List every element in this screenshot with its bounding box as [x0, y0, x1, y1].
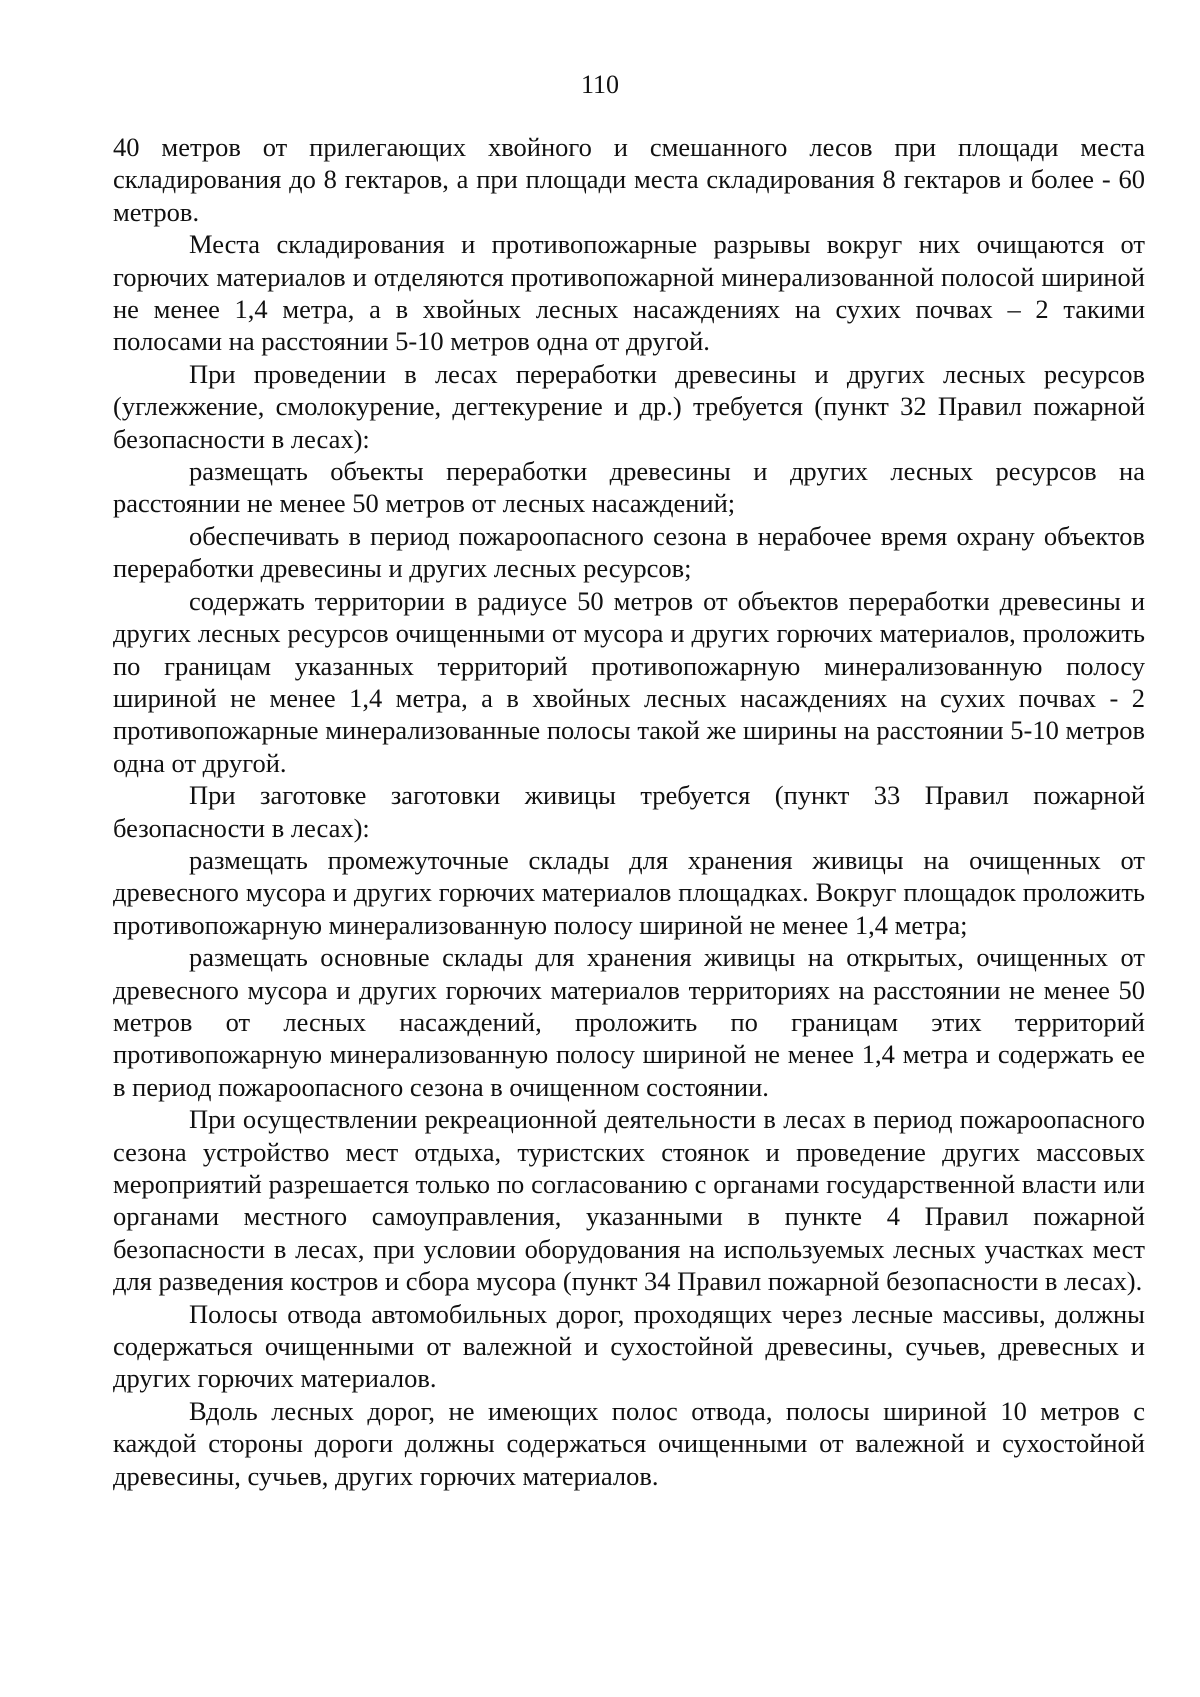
paragraph: Полосы отвода автомобильных дорог, проходящих через лесные массивы, должны содержаться очищенными от валежной и сухостойной древесины, сучьев, древесных и других горючих материалов.	[113, 1298, 1145, 1394]
document-body	[113, 131, 1145, 1492]
paragraph: При заготовке заготовки живицы требуется (пункт 33 Правил пожарной безопасности в лесах):	[113, 780, 1145, 843]
list-paragraph: содержать территории в радиусе 50 метров от объектов переработки древесины и других лесных ресурсов очищенными от мусора и других горючих материалов, проложить по границам указанных территорий противопожарную минерализованную полосу шириной не менее 1,4 метра, а в хвойных лесных насаждениях на сухих почвах - 2 противопожарные минерализованные полосы такой же ширины на расстоянии 5-10 метров одна от другой.	[113, 585, 1145, 778]
list-paragraph: размещать основные склады для хранения живицы на открытых, очищенных от древесного мусора и других горючих материалов территориях на расстоянии не менее 50 метров от лесных насаждений, проложить по границам этих территорий противопожарную минерализованную полосу шириной не менее 1,4 метра и содержать ее в период пожароопасного сезона в очищенном состоянии.	[113, 942, 1145, 1102]
list-paragraph: размещать промежуточные склады для хранения живицы на очищенных от древесного мусора и других горючих материалов площадках. Вокруг площадок проложить противопожарную минерализованную полосу шириной не менее 1,4 метра;	[113, 844, 1145, 940]
paragraph: Места складирования и противопожарные разрывы вокруг них очищаются от горючих материалов и отделяются противопожарной минерализованной полосой шириной не менее 1,4 метра, а в хвойных лесных насаждениях на сухих почвах – 2 такими полосами на расстоянии 5-10 метров одна от другой.	[113, 229, 1145, 357]
paragraph-continuation: 40 метров от прилегающих хвойного и смешанного лесов при площади места складирования до 8 гектаров, а при площади места складирования 8 гектаров и более - 60 метров.	[113, 132, 1145, 227]
paragraph: При проведении в лесах переработки древесины и других лесных ресурсов (углежжение, смолокурение, дегтекурение и др.) требуется (пункт 32 Правил пожарной безопасности в лесах):	[113, 358, 1145, 454]
paragraph: При осуществлении рекреационной деятельности в лесах в период пожароопасного сезона устройство мест отдыха, туристских стоянок и проведение других массовых мероприятий разрешается только по согласованию с органами государственной власти или органами местного самоуправления, указанными в пункте 4 Правил пожарной безопасности в лесах, при условии оборудования на используемых лесных участках мест для разведения костров и сбора мусора (пункт 34 Правил пожарной безопасности в лесах).	[113, 1104, 1145, 1297]
paragraph: Вдоль лесных дорог, не имеющих полос отвода, полосы шириной 10 метров с каждой стороны дороги должны содержаться очищенными от валежной и сухостойной древесины, сучьев, других горючих материалов.	[113, 1395, 1145, 1491]
page-number: 110	[580, 70, 620, 99]
list-paragraph: обеспечивать в период пожароопасного сезона в нерабочее время охрану объектов переработки древесины и других лесных ресурсов;	[113, 520, 1145, 584]
list-paragraph: размещать объекты переработки древесины и других лесных ресурсов на расстоянии не менее 50 метров от лесных насаждений;	[113, 456, 1145, 519]
